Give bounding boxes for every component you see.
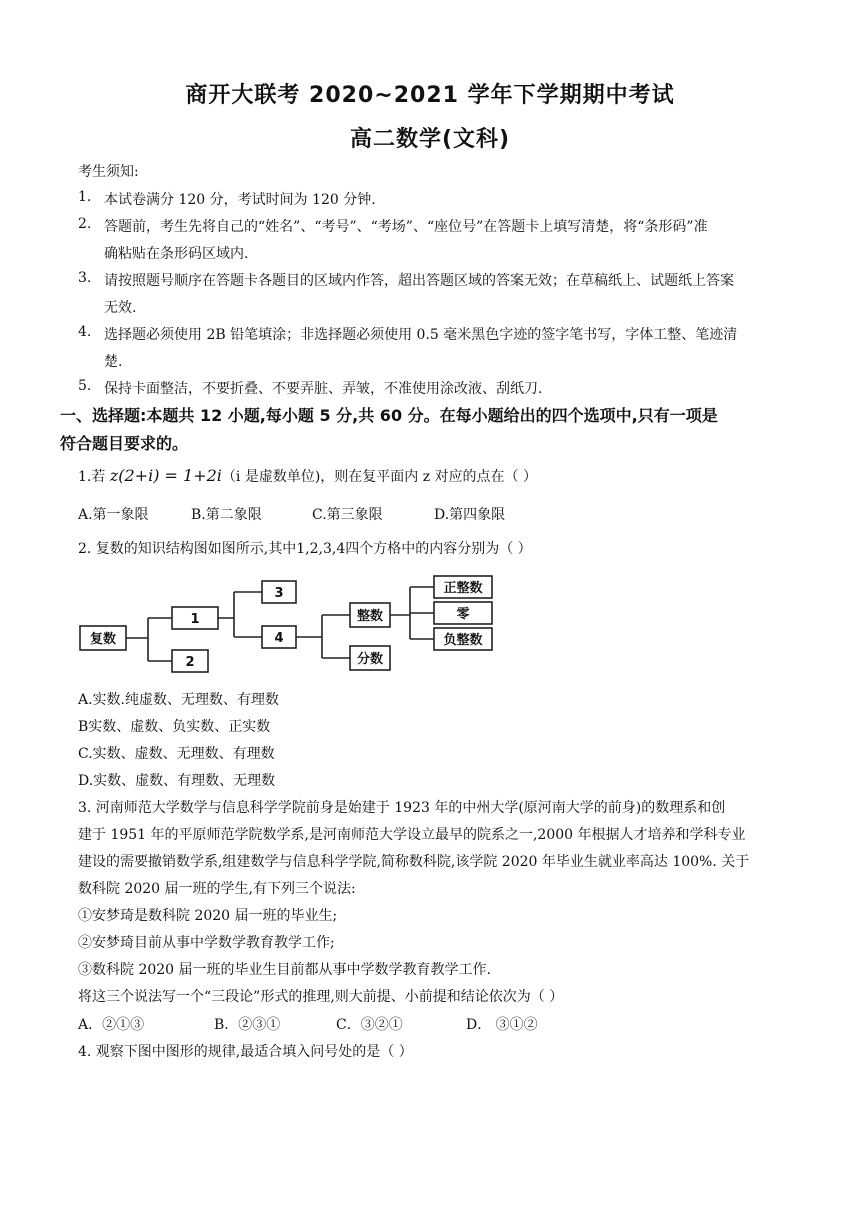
instruction-text: 保持卡面整洁，不要折叠、不要弄脏、弄皱，不准使用涂改液、刮纸刀.: [104, 381, 543, 397]
instruction-text: 请按照题号顺序在答题卡各题目的区域内作答，超出答题区域的答案无效；在草稿纸上、试题纸上答案: [104, 273, 734, 289]
label-box-1: 1: [190, 612, 200, 627]
label-zero: 零: [456, 607, 470, 622]
option-c: C.第三象限: [312, 507, 383, 523]
question-3-line: 建设的需要撤销数学系,组建数学与信息科学学院,简称数科院,该学院 2020 年毕业生就业率高达 100%. 关于: [78, 854, 750, 870]
label-negative-integer: 负整数: [443, 633, 483, 648]
instructions-heading: 考生须知:: [78, 164, 139, 180]
question-suffix: （i 是虚数单位)，则在复平面内 z 对应的点在（ ）: [221, 469, 538, 485]
option-d: D.第四象限: [434, 507, 506, 523]
instruction-text: 本试卷满分 120 分，考试时间为 120 分钟.: [104, 192, 376, 208]
option-d: D.实数、虚数、有理数、无理数: [78, 773, 276, 789]
option-b: B.第二象限: [191, 507, 262, 523]
option-a: A．②①③: [78, 1017, 145, 1033]
question-3-line: 建于 1951 年的平原师范学院数学系,是河南师范大学设立最早的院系之一,2000 年根据人才培养和学科专业: [78, 827, 746, 843]
option-a: A.实数.纯虚数、无理数、有理数: [78, 692, 280, 708]
label-positive-integer: 正整数: [443, 581, 483, 596]
option-d: D． ③①②: [466, 1017, 538, 1033]
instruction-text: 选择题必须使用 2B 铅笔填涂；非选择题必须使用 0.5 毫米黑色字迹的签字笔书写，字体工整、笔迹清: [104, 327, 738, 343]
option-b: B实数、虚数、负实数、正实数: [78, 719, 271, 735]
exam-subtitle: 高二数学(文科): [349, 127, 511, 152]
instruction-number: 5.: [78, 378, 92, 394]
question-4: 4. 观察下图中图形的规律,最适合填入问号处的是（ ）: [78, 1044, 413, 1060]
instruction-text: 确粘贴在条形码区域内.: [104, 246, 249, 262]
question-3-line: ③数科院 2020 届一班的毕业生目前都从事中学数学教育教学工作.: [78, 962, 491, 978]
label-box-3: 3: [274, 586, 284, 601]
instruction-number: 2.: [78, 216, 92, 232]
question-1: [78, 466, 537, 486]
section-heading: 符合题目要求的。: [60, 434, 189, 453]
option-b: B．②③①: [214, 1017, 281, 1033]
label-integer: 整数: [356, 609, 384, 624]
instruction-text: 楚.: [104, 354, 123, 370]
label-fraction: 分数: [356, 652, 384, 667]
label-root: 复数: [89, 632, 117, 647]
exam-title: 商开大联考 2020~2021 学年下学期期中考试: [185, 83, 675, 108]
instruction-text: 无效.: [104, 300, 137, 316]
section-heading: 一、选择题:本题共 12 小题,每小题 5 分,共 60 分。在每小题给出的四个选项中,只有一项是: [60, 406, 718, 425]
label-box-4: 4: [274, 631, 284, 646]
question-3-line: ②安梦琦目前从事中学数学教育教学工作;: [78, 935, 335, 951]
question-3-line: 将这三个说法写一个“三段论”形式的推理,则大前提、小前提和结论依次为（ ）: [78, 989, 564, 1005]
option-c: C.实数、虚数、无理数、有理数: [78, 746, 275, 762]
question-3-line: 3. 河南师范大学数学与信息科学学院前身是始建于 1923 年的中州大学(原河南大学的前身)的数理系和创: [78, 800, 726, 816]
instruction-text: 答题前，考生先将自己的“姓名”、“考号”、“考场”、“座位号”在答题卡上填写清楚，将“条形码”准: [104, 219, 708, 235]
question-prefix: 1.若: [78, 469, 110, 485]
instruction-number: 3.: [78, 270, 92, 286]
question-3-line: 数科院 2020 届一班的学生,有下列三个说法:: [78, 881, 356, 897]
option-c: C．③②①: [336, 1017, 403, 1033]
question-3-line: ①安梦琦是数科院 2020 届一班的毕业生;: [78, 908, 338, 924]
knowledge-structure-diagram: [70, 570, 510, 682]
question-2: 2. 复数的知识结构图如图所示,其中1,2,3,4四个方格中的内容分别为（ ）: [78, 541, 532, 557]
option-a: A.第一象限: [78, 507, 149, 523]
formula: z(2+i) = 1+2i: [109, 466, 222, 485]
instruction-number: 1.: [78, 189, 92, 205]
instruction-number: 4.: [78, 324, 92, 340]
label-box-2: 2: [185, 655, 195, 670]
